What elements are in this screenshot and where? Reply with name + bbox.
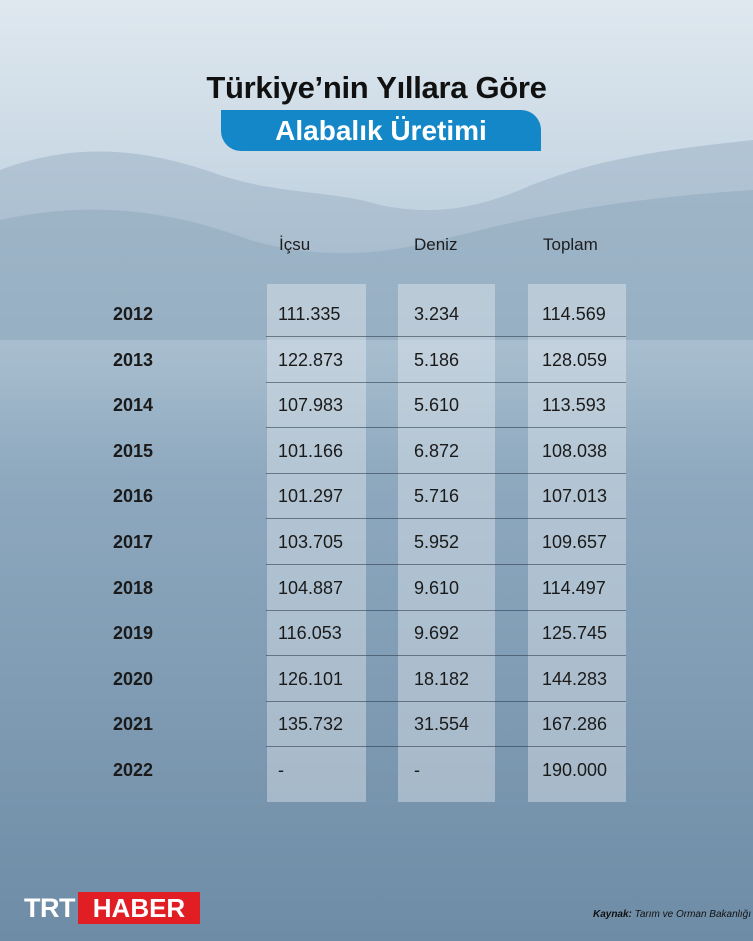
source-credit (593, 909, 751, 920)
toplam-value: 114.497 (542, 577, 606, 598)
column-header-deniz: Deniz (414, 235, 458, 254)
icsu-value: 135.732 (278, 714, 344, 735)
deniz-value: 5.186 (414, 349, 460, 370)
table-row (113, 611, 626, 656)
year-label: 2022 (113, 760, 154, 780)
icsu-value: 122.873 (278, 349, 344, 370)
logo-trt-text: TRT (24, 893, 75, 923)
logo-haber-text: HABER (78, 892, 200, 924)
toplam-value: 128.059 (542, 349, 608, 370)
year-label: 2015 (113, 440, 154, 461)
icsu-value: 116.053 (278, 623, 342, 644)
icsu-value: 101.297 (278, 486, 344, 507)
year-label: 2021 (113, 714, 154, 735)
icsu-value: 126.101 (278, 668, 344, 689)
title-line-2: Alabalık Üretimi (221, 110, 541, 151)
toplam-value: 125.745 (542, 623, 608, 644)
toplam-value: 114.569 (542, 304, 606, 324)
deniz-value: 31.554 (414, 714, 470, 735)
year-label: 2016 (113, 486, 154, 507)
table-row (113, 292, 626, 337)
table-row (113, 520, 626, 565)
table-row (113, 657, 626, 702)
year-label: 2020 (113, 668, 154, 689)
table-row (113, 566, 626, 611)
icsu-value: 103.705 (278, 532, 344, 552)
table-row (113, 383, 626, 428)
table-row (113, 748, 626, 793)
icsu-value: 111.335 (278, 304, 341, 324)
toplam-value: 107.013 (542, 486, 608, 507)
toplam-value: 190.000 (542, 760, 608, 780)
year-label: 2019 (113, 623, 154, 644)
deniz-value: 9.692 (414, 623, 460, 644)
icsu-value: 107.983 (278, 395, 344, 416)
deniz-value: 5.716 (414, 486, 460, 507)
toplam-value: 113.593 (542, 395, 606, 416)
year-label: 2012 (113, 304, 154, 324)
deniz-value: 3.234 (414, 304, 460, 324)
toplam-value: 108.038 (542, 440, 608, 461)
year-label: 2013 (113, 349, 154, 370)
toplam-value: 167.286 (542, 714, 608, 735)
table-row (113, 474, 626, 519)
toplam-value: 109.657 (542, 532, 608, 552)
icsu-value: - (278, 760, 284, 780)
column-header-toplam: Toplam (543, 235, 598, 254)
deniz-value: 5.610 (414, 395, 460, 416)
table-row (113, 429, 626, 474)
table-row (113, 702, 626, 747)
icsu-value: 104.887 (278, 577, 344, 598)
icsu-value: 101.166 (278, 440, 344, 461)
title-line-1: Türkiye’nin Yıllara Göre (206, 70, 547, 105)
source-text: Tarım ve Orman Bakanlığı (634, 909, 751, 920)
year-label: 2018 (113, 577, 154, 598)
table-row (113, 338, 626, 383)
deniz-value: - (414, 760, 420, 780)
year-label: 2017 (113, 532, 154, 552)
source-label: Kaynak: (592, 909, 632, 920)
deniz-value: 9.610 (414, 577, 460, 598)
deniz-value: 6.872 (414, 440, 460, 461)
year-label: 2014 (113, 395, 154, 416)
toplam-value: 144.283 (542, 668, 608, 689)
deniz-value: 5.952 (414, 532, 460, 552)
deniz-value: 18.182 (414, 668, 470, 689)
column-header-icsu: İçsu (279, 235, 311, 254)
